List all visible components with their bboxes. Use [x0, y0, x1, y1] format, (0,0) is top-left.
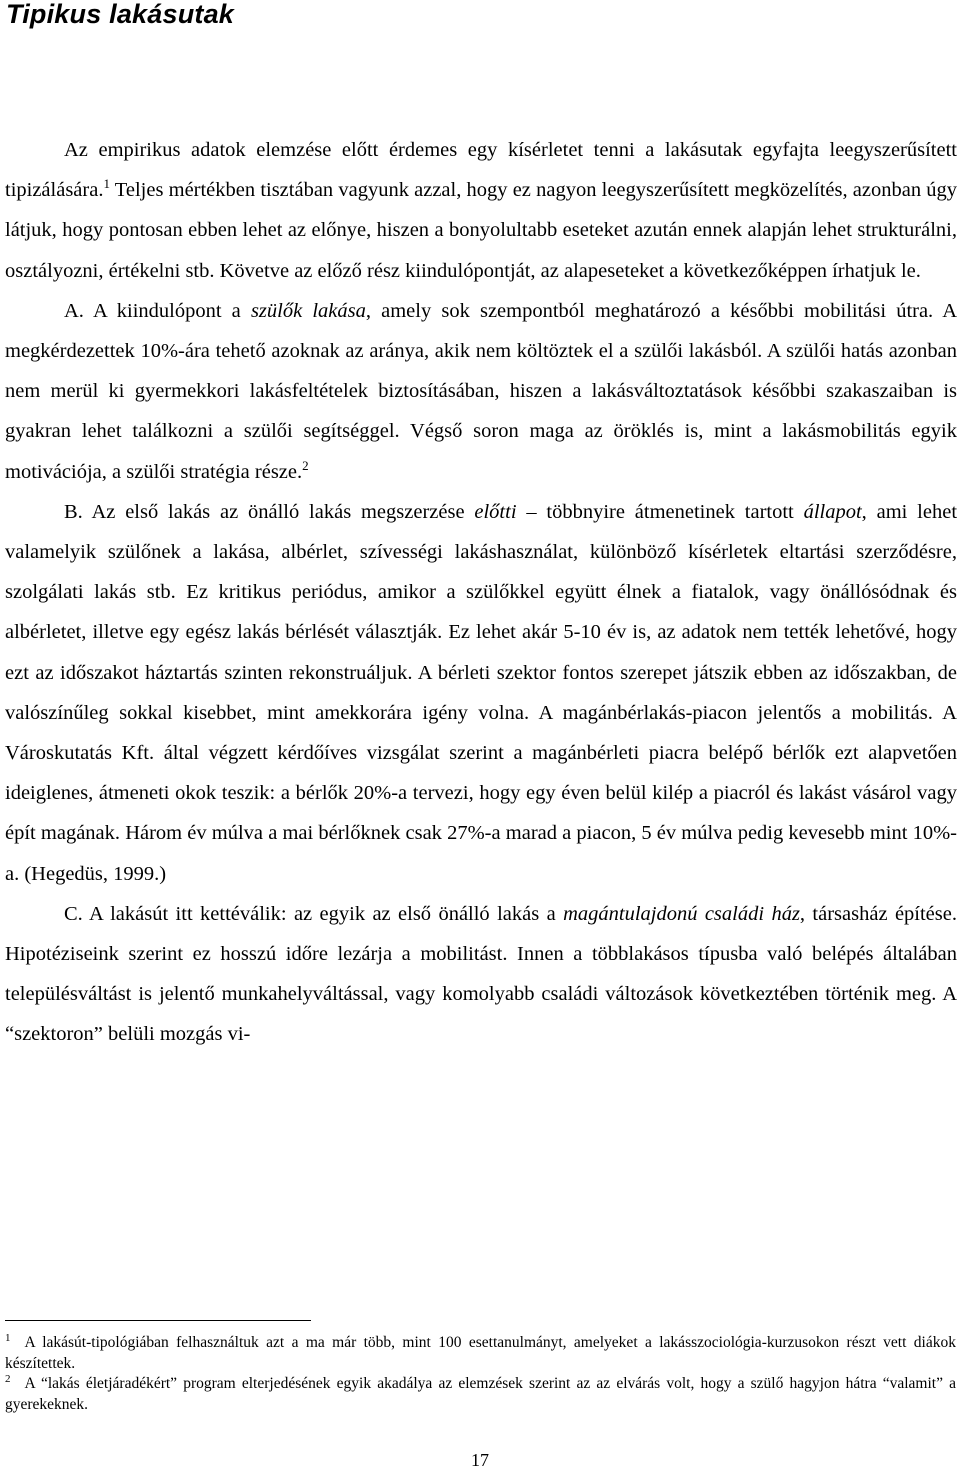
paragraph-c: C. A lakásút itt kettéválik: az egyik az első önálló lakás a magántulajdonú családi ház, társasház építése. Hipotéziseink szerint ez hosszú időre lezárja a mobilitást. Innen a többlakásos típusba való belépés általában településváltást is jelentő munkahelyváltással, vagy komolyabb családi változások következtében történik meg. A “szektoron” belüli mozgás vi- — [5, 902, 957, 1046]
footnote-ref-2[interactable]: 2 — [302, 457, 309, 473]
paragraph-b: B. Az első lakás az önálló lakás megszerzése előtti – többnyire átmenetinek tartott állapot, ami lehet valamelyik szülőnek a lakása, albérlet, szívességi lakáshasználat, különböző kísérletek eltartási szerződésre, szolgálati lakás stb. Ez kritikus periódus, amikor a szülőkkel együtt élnek a fiatalok, vagy önállósódnak és albérletet, illetve egy egész lakás bérlését választják. Ez lehet akár 5-10 év is, az adatok nem tették lehetővé, hogy ezt az időszakot háztartás szinten rekonstruáljuk. A bérleti szektor fontos szerepet játszik ebben az időszakban, de valószínűleg sokkal kisebbet, mint amekkorára igény volna. A magánbérlakás-piacon jelentős a mobilitás. A Városkutatás Kft. által végzett kérdőíves vizsgálat szerint a magánbérleti piacra belépő bérlők ezt alapvetően ideiglenes, átmeneti okok teszik: a bérlők 20%-a tervezi, hogy egy éven belül kilép a piacról és lakást vásárol vagy épít magának. Három év múlva a mai bérlőknek csak 27%-a marad a piacon, 5 év múlva pedig kevesebb mint 10%-a. (Hegedüs, 1999.) — [5, 500, 958, 885]
footnote-divider — [5, 1320, 311, 1321]
footnote-1: $^1$ A lakásút-tipológiában felhasználtuk azt a ma már több, mint 100 esettanulmányt, amelyeket a lakásszociológia-kurzusokon részt vett diákok készítettek. — [5, 1331, 956, 1372]
footnote-2: $^2$ A “lakás életjáradékért” program elterjedésének egyik akadálya az elemzések szerint az az elvárás volt, hogy a szülő hagyjon hátra “valamit” a gyerekeknek. — [5, 1372, 956, 1413]
page-number: 17 — [471, 1450, 489, 1470]
paragraph-a: A. A kiindulópont a szülők lakása, amely sok szempontból meghatározó a későbbi mobilitási útra. A megkérdezettek 10%-ára tehető azoknak az aránya, akik nem költöztek el a szülői lakásból. A szülői hatás azonban nem merül ki gyermekkori lakásfeltételek biztosításában, hiszen a lakásváltoztatások későbbi szakaszaiban is gyakran lehet találkozni a szülői segítséggel. Végső soron maga az öröklés is, mint a lakásmobilitás egyik motivációja, a szülői stratégia része.$^2$ — [5, 299, 958, 483]
body-text — [5, 130, 957, 1055]
paragraph-intro: Az empirikus adatok elemzése előtt érdemes egy kísérletet tenni a lakásutak egyfajta leegyszerűsített tipizálására.$^1$ Teljes mértékben tisztában vagyunk azzal, hogy ez nagyon leegyszerűsített megközelítés, azonban úgy látjuk, hogy pontosan ebben lehet az előnye, hiszen a bonyolultabb eseteket azután ennek alapján lehet strukturálni, osztályozni, értékelni stb. Követve az előző rész kiindulópontját, az alapeseteket a következőképpen írhatjuk le. — [5, 139, 957, 282]
page-title: Tipikus lakásutak — [6, 0, 235, 29]
footnote-ref-1[interactable]: 1 — [103, 176, 110, 192]
footnotes — [5, 1333, 956, 1415]
